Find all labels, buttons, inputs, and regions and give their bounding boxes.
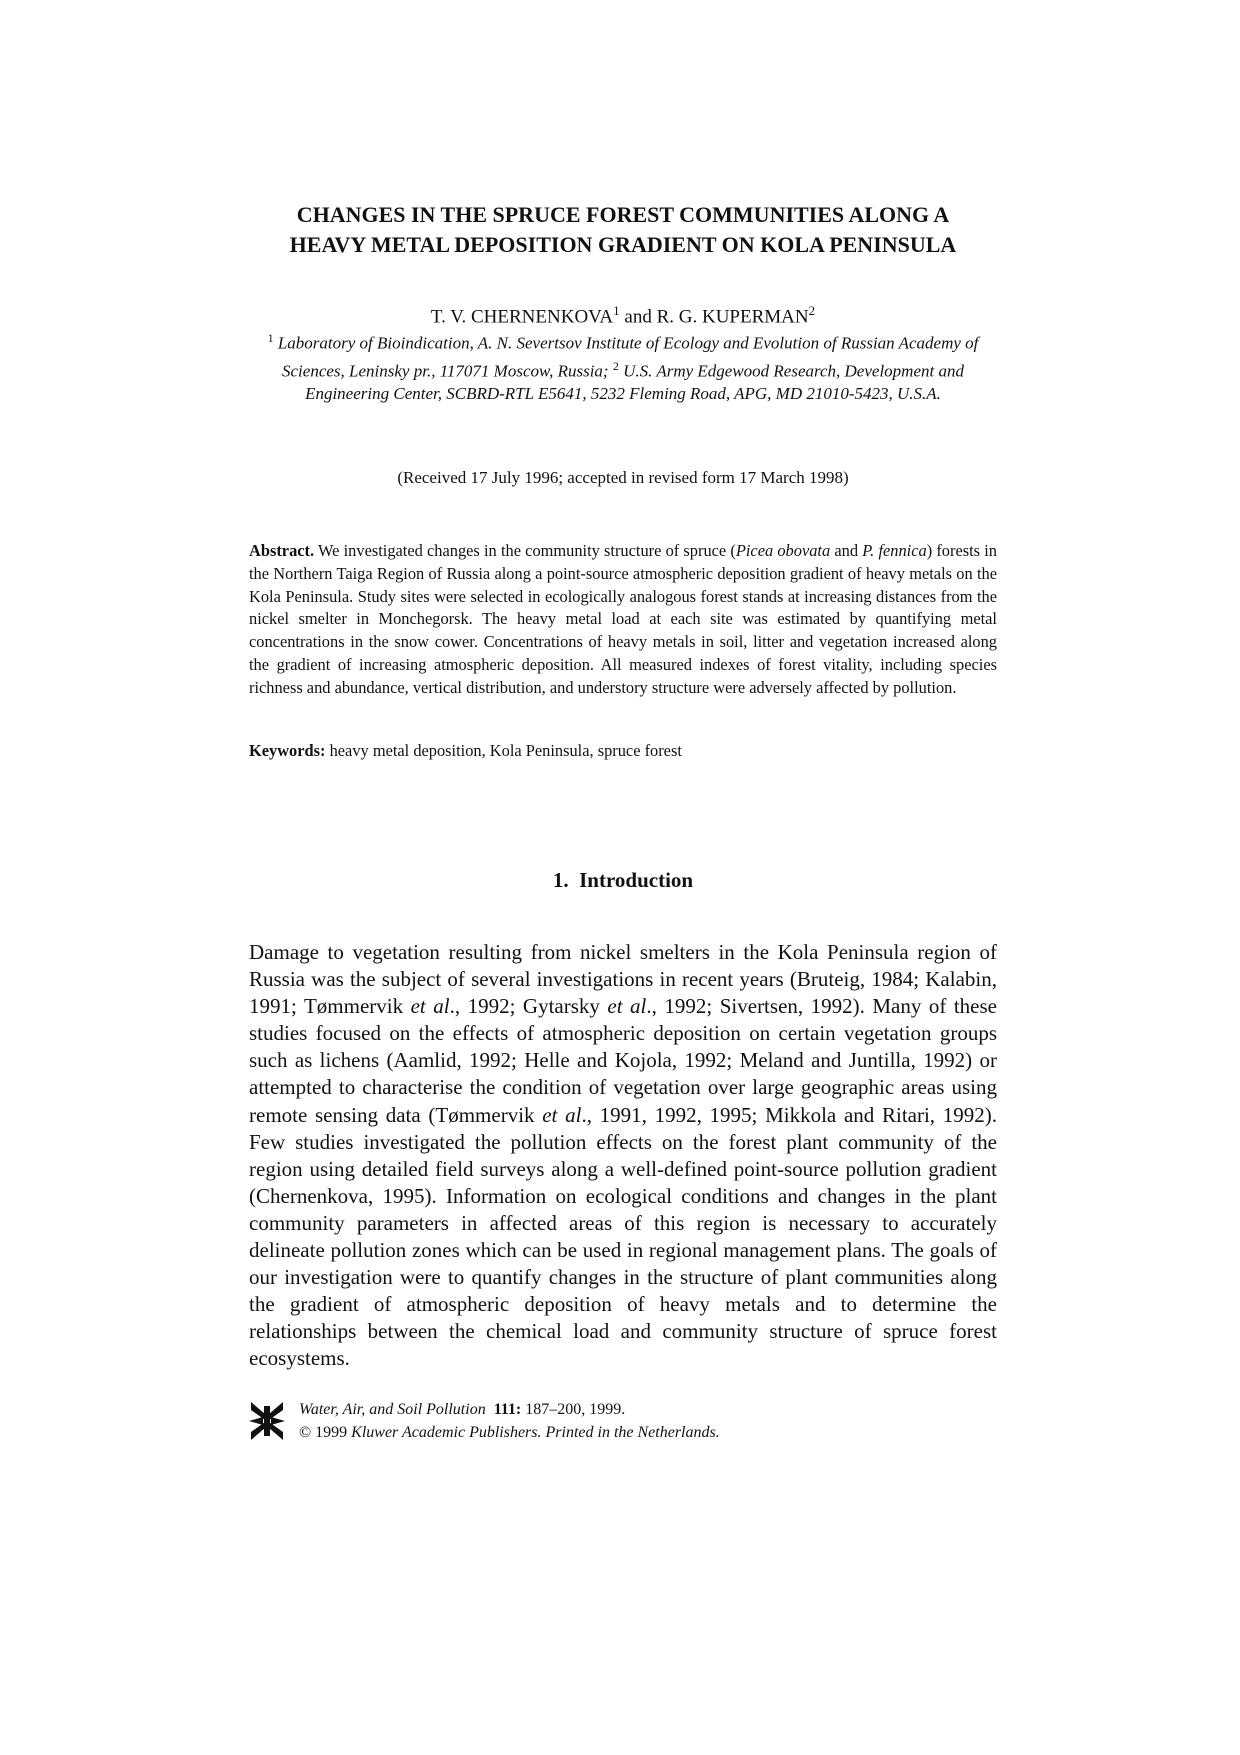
publisher-name: Kluwer Academic Publishers. Printed in the Netherlands.: [351, 1424, 720, 1441]
abstract-species-2: P. fennica: [862, 541, 927, 560]
affil-1-sup: 1: [267, 331, 274, 345]
publisher-logo-icon: [249, 1400, 285, 1442]
copyright-symbol: ©: [299, 1424, 312, 1441]
keywords-text: heavy metal deposition, Kola Peninsula, spruce forest: [325, 741, 682, 760]
footer-line-1: [299, 1398, 720, 1421]
journal-footer: [249, 1398, 949, 1448]
section-heading-introduction: 1. Introduction: [552, 868, 694, 892]
title-line-1: CHANGES IN THE SPRUCE FOREST COMMUNITIES ALONG A: [296, 202, 950, 227]
intro-etal-2: et al: [607, 994, 647, 1019]
journal-volume: 111:: [493, 1401, 522, 1418]
keywords: [249, 740, 997, 762]
authors: [249, 298, 997, 330]
affiliation-2: U.S. Army Edgewood Research, Development and Engineering Center, SCBRD-RTL E5641, 5232 Fleming Road, APG, MD 21010-5423, U.S.A.: [305, 361, 964, 404]
author-2: R. G. KUPERMAN: [656, 306, 809, 328]
intro-etal-1: et al: [410, 994, 450, 1019]
abstract-text-b: and: [830, 541, 863, 560]
intro-text-2: ., 1992; Gytarsky: [449, 994, 608, 1019]
abstract-text-c: ) forests in the Northern Taiga Region of Russia along a point-source atmospheric deposition gradient of heavy metals on the Kola Peninsula. Study sites were selected in ecologically analogous forest stands at increasing distances from the nickel smelter in Monchegorsk. The heavy metal load at each site was estimated by quantifying metal concentrations in the snow cower. Concentrations of heavy metals in soil, litter and vegetation increased along the gradient of increasing atmospheric deposition. All measured indexes of forest vitality, including species richness and abundance, vertical distribution, and understory structure were adversely affected by pollution.: [249, 541, 997, 697]
abstract-species-1: Picea obovata: [735, 541, 831, 560]
title-line-2: HEAVY METAL DEPOSITION GRADIENT ON KOLA PENINSULA: [289, 232, 957, 257]
intro-text-4: ., 1991, 1992, 1995; Mikkola and Ritari, 1992). Few studies investigated the pollution effects on the forest plant community of the region using detailed field surveys along a well-defined point-source pollution gradient (Chernenkova, 1995). Information on ecological conditions and changes in the plant community parameters in affected areas of this region is necessary to accurately delineate pollution zones which can be used in regional management plans. The goals of our investigation were to quantify changes in the structure of plant communities along the gradient of atmospheric deposition of heavy metals and to determine the relationships between the chemical load and community structure of spruce forest ecosystems.: [249, 1102, 997, 1371]
author-joiner: and: [619, 306, 657, 328]
received-dates: (Received 17 July 1996; accepted in revised form 17 March 1998): [397, 468, 849, 487]
journal-pages: 187–200, 1999.: [521, 1401, 626, 1418]
introduction-paragraph: [249, 939, 997, 1373]
footer-line-2: [299, 1421, 720, 1444]
author-1-sup: 1: [613, 303, 620, 318]
author-2-sup: 2: [808, 303, 816, 318]
journal-name: Water, Air, and Soil Pollution: [299, 1401, 486, 1418]
affiliation-1: Laboratory of Bioindication, A. N. Severtsov Institute of Ecology and Evolution of Russian Academy of Sciences, Leninsky pr., 117071 Moscow, Russia;: [273, 333, 979, 381]
footer-citation: [299, 1398, 720, 1444]
paper-title: [249, 200, 997, 260]
abstract-label: Abstract.: [249, 541, 315, 560]
affil-2-sup: 2: [612, 358, 619, 373]
keywords-label: Keywords:: [249, 741, 326, 760]
abstract-text-a: We investigated changes in the community structure of spruce (: [314, 541, 736, 560]
abstract: [249, 540, 997, 700]
intro-etal-3: et al: [542, 1102, 582, 1127]
intro-text-3: ., 1992; Sivertsen, 1992). Many of these studies focused on the effects of atmospheric deposition on certain vegetation groups such as lichens (Aamlid, 1992; Helle and Kojola, 1992; Meland and Juntilla, 1992) or attempted to characterise the condition of vegetation over large geographic areas using remote sensing data (Tømmervik: [249, 994, 997, 1127]
affiliations: [249, 327, 997, 405]
copyright-year: 1999: [311, 1424, 352, 1441]
author-1: T. V. CHERNENKOVA: [430, 306, 614, 328]
intro-text-1: Damage to vegetation resulting from nickel smelters in the Kola Peninsula region of Russia was the subject of several investigations in recent years (Bruteig, 1984; Kalabin, 1991; Tømmervik: [249, 940, 997, 1019]
